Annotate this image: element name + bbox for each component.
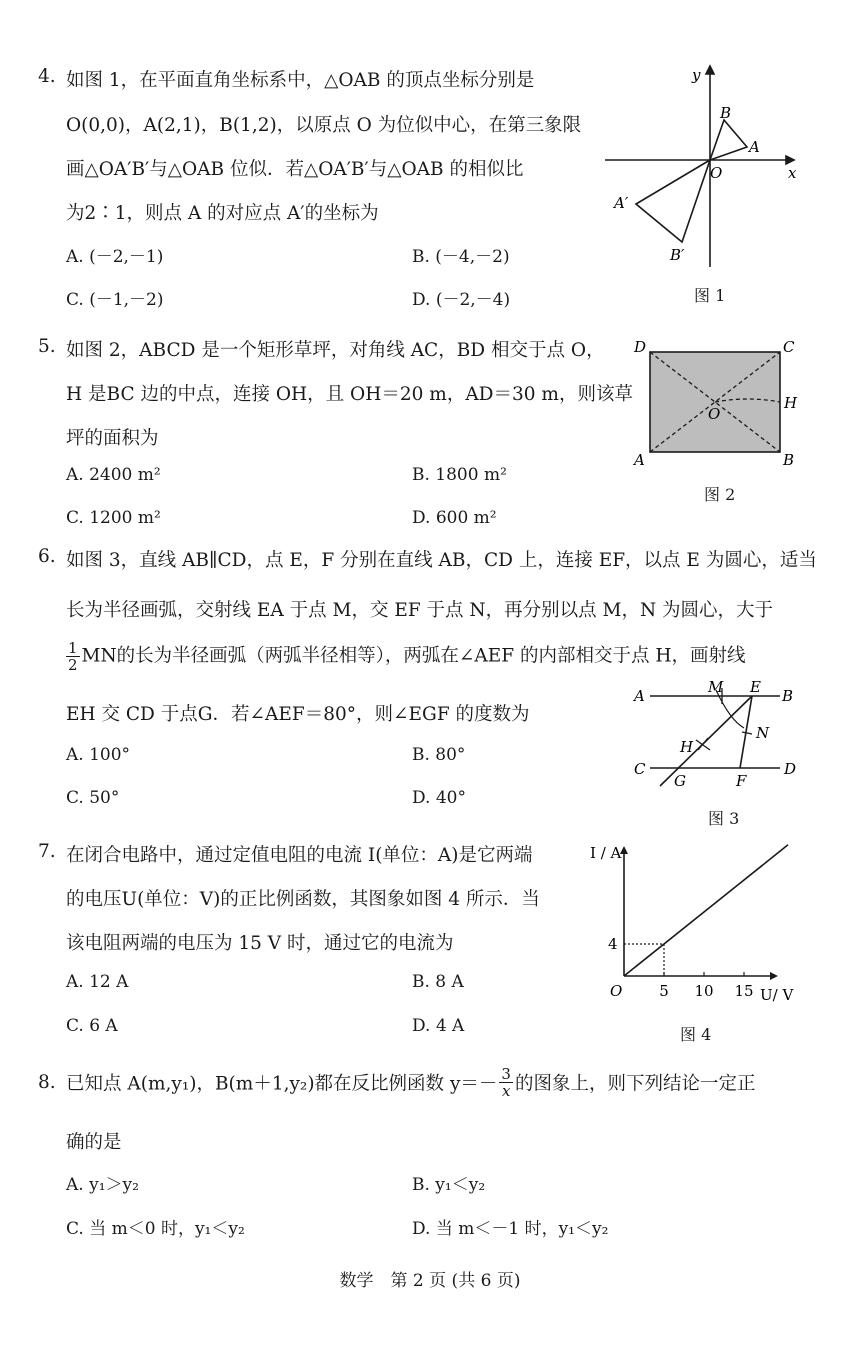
q4-option-d: D. (－2,－4) xyxy=(412,290,511,310)
q4-option-c: C. (－1,－2) xyxy=(66,290,164,310)
fig3-label-b: B xyxy=(782,687,794,705)
q6-fraction-half xyxy=(66,640,80,673)
fig1-label-b-prime: B′ xyxy=(670,246,685,264)
figure-3-caption: 图 3 xyxy=(708,809,740,828)
q6-frac-num: 1 xyxy=(68,639,78,657)
fig1-label-b: B xyxy=(720,104,732,122)
q8-number: 8. xyxy=(38,1072,56,1093)
figure-3 xyxy=(630,680,830,792)
q8-line-1 xyxy=(66,1066,755,1099)
figure-2-caption: 图 2 xyxy=(704,485,736,504)
fig1-triangle-oab xyxy=(710,120,747,160)
fig1-label-x: x xyxy=(788,164,797,182)
q4-option-b: B. (－4,－2) xyxy=(412,247,510,267)
fig3-label-f: F xyxy=(736,772,747,790)
fig4-ylabel: I / A xyxy=(590,844,622,862)
fig1-x-arrow xyxy=(786,156,794,164)
fig4-xtick-label: 10 xyxy=(694,982,714,1000)
fig3-label-a: A xyxy=(634,687,645,705)
fig4-ytick-label: 4 xyxy=(608,935,618,953)
q4-line-4: 为2∶1，则点 A 的对应点 A′的坐标为 xyxy=(66,203,379,224)
fig4-xlabel: U/ V xyxy=(760,986,794,1004)
q6-option-a: A. 100° xyxy=(66,745,131,765)
q8-line-2: 确的是 xyxy=(66,1132,122,1153)
q4-line-3: 画△OA′B′与△OAB 位似．若△OA′B′与△OAB 的相似比 xyxy=(66,159,524,180)
fig4-x-arrow xyxy=(770,972,778,980)
q5-line-2: H 是BC 边的中点，连接 OH，且 OH＝20 m，AD＝30 m，则该草 xyxy=(66,384,633,405)
fig1-triangle-oa2b2 xyxy=(636,160,710,242)
q4-option-a: A. (－2,－1) xyxy=(66,247,164,267)
q5-option-d: D. 600 m² xyxy=(412,508,497,528)
fig4-xtick-label: 5 xyxy=(659,982,669,1000)
q6-line-3-text: MN的长为半径画弧（两弧半径相等），两弧在∠AEF 的内部相交于点 H，画射线 xyxy=(81,645,746,667)
figure-1 xyxy=(600,62,810,282)
fig4-xtick-label: 15 xyxy=(734,982,754,1000)
fig2-label-d: D xyxy=(634,338,647,356)
q4-line-2: O(0,0)，A(2,1)，B(1,2)，以原点 O 为位似中心，在第三象限 xyxy=(66,115,582,136)
page-footer: 数学 第 2 页 (共 6 页) xyxy=(339,1271,521,1291)
fig2-label-c: C xyxy=(783,338,795,356)
q8-option-c: C. 当 m＜0 时，y₁＜y₂ xyxy=(66,1219,245,1239)
fig3-label-m: M xyxy=(708,680,724,696)
q5-option-a: A. 2400 m² xyxy=(66,465,161,485)
q7-line-3: 该电阻两端的电压为 15 V 时，通过它的电流为 xyxy=(66,933,454,954)
fig3-label-d: D xyxy=(784,760,797,778)
figure-2 xyxy=(628,332,808,472)
q6-option-b: B. 80° xyxy=(412,745,466,765)
q8-frac-num: 3 xyxy=(501,1065,511,1083)
q5-option-c: C. 1200 m² xyxy=(66,508,161,528)
fig1-y-arrow xyxy=(706,66,714,74)
q6-frac-den: 2 xyxy=(68,656,78,674)
fig2-label-b: B xyxy=(783,451,795,469)
fig1-label-o: O xyxy=(710,164,723,182)
q4-number: 4. xyxy=(38,66,56,87)
fig2-label-o: O xyxy=(708,405,721,423)
q5-line-1: 如图 2，ABCD 是一个矩形草坪，对角线 AC，BD 相交于点 O， xyxy=(66,340,605,361)
q7-line-1: 在闭合电路中，通过定值电阻的电流 I(单位：A)是它两端 xyxy=(66,845,533,866)
fig2-label-a: A xyxy=(634,451,645,469)
q8-frac-den: x xyxy=(501,1082,511,1100)
q8-option-b: B. y₁＜y₂ xyxy=(412,1175,486,1195)
q6-line-1: 如图 3，直线 AB∥CD，点 E，F 分别在直线 AB，CD 上，连接 EF，以点 E 为圆心，适当 xyxy=(66,550,817,571)
q6-option-c: C. 50° xyxy=(66,788,120,808)
q7-option-a: A. 12 A xyxy=(66,972,129,992)
figure-4-caption: 图 4 xyxy=(680,1025,712,1044)
figure-1-caption: 图 1 xyxy=(694,286,726,305)
q7-option-d: D. 4 A xyxy=(412,1016,465,1036)
fig3-arc-at-n xyxy=(742,732,752,734)
q7-number: 7. xyxy=(38,841,56,862)
q5-option-b: B. 1800 m² xyxy=(412,465,507,485)
fig3-label-g: G xyxy=(674,772,686,790)
q5-number: 5. xyxy=(38,336,56,357)
fig4-series-line xyxy=(624,845,788,976)
fig1-label-a: A xyxy=(749,138,760,156)
fig1-label-y: y xyxy=(692,66,701,84)
q8-fraction xyxy=(499,1066,513,1099)
fig3-label-e: E xyxy=(750,680,761,696)
q6-number: 6. xyxy=(38,546,56,567)
q7-option-b: B. 8 A xyxy=(412,972,464,992)
q7-line-2: 的电压U(单位：V)的正比例函数，其图象如图 4 所示．当 xyxy=(66,889,540,910)
q4-line-1: 如图 1，在平面直角坐标系中，△OAB 的顶点坐标分别是 xyxy=(66,70,535,91)
fig3-label-c: C xyxy=(634,760,646,778)
q6-line-3 xyxy=(64,640,746,673)
q8-option-a: A. y₁＞y₂ xyxy=(66,1175,139,1195)
fig2-label-h: H xyxy=(784,394,798,412)
q5-line-3: 坪的面积为 xyxy=(66,428,159,449)
q8-line-1-end: 的图象上，则下列结论一定正 xyxy=(514,1073,756,1095)
q6-option-d: D. 40° xyxy=(412,788,466,808)
q6-line-2: 长为半径画弧，交射线 EA 于点 M，交 EF 于点 N，再分别以点 M，N 为圆心，大于 xyxy=(66,600,774,621)
figure-4-chart xyxy=(588,836,808,1016)
fig3-label-h: H xyxy=(680,738,694,756)
fig1-label-a-prime: A′ xyxy=(614,194,629,212)
q8-option-d: D. 当 m＜－1 时，y₁＜y₂ xyxy=(412,1219,609,1239)
q7-option-c: C. 6 A xyxy=(66,1016,118,1036)
fig3-label-n: N xyxy=(756,724,770,742)
fig4-origin: O xyxy=(610,982,623,1000)
q6-line-4: EH 交 CD 于点G．若∠AEF＝80°，则∠EGF 的度数为 xyxy=(66,704,530,725)
q8-line-1-start: 已知点 A(m,y₁)，B(m＋1,y₂)都在反比例函数 y＝－ xyxy=(66,1073,498,1095)
